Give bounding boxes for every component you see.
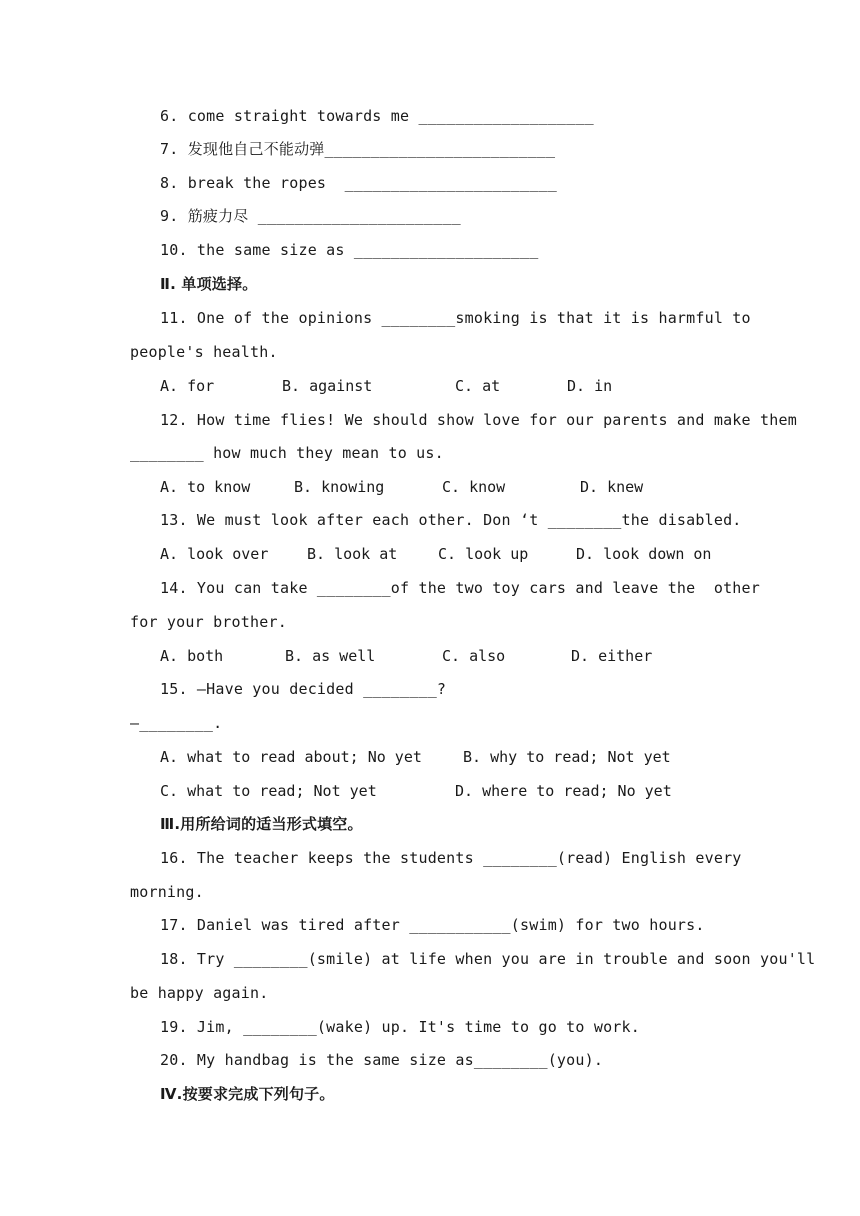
- question-14-cont: for your brother.: [130, 613, 287, 631]
- q15-option-d: D. where to read; No yet: [455, 782, 672, 800]
- question-19: 19. Jim, ________(wake) up. It's time to go to work.: [160, 1018, 640, 1036]
- q14-option-d: D. either: [571, 647, 653, 665]
- q13-option-a: A. look over: [160, 545, 269, 563]
- question-16: 16. The teacher keeps the students ________(read) English every: [160, 849, 742, 867]
- question-15: 15. —Have you decided ________?: [160, 680, 447, 698]
- q12-option-b: B. knowing: [294, 478, 385, 496]
- q13-option-d: D. look down on: [576, 545, 712, 563]
- item-10: 10. the same size as ____________________: [160, 241, 539, 259]
- question-15-reply: —________.: [130, 714, 223, 732]
- section-4-heading: Ⅳ.按要求完成下列句子。: [160, 1085, 335, 1103]
- q11-option-a: A. for: [160, 377, 215, 395]
- q11-option-c: C. at: [455, 377, 501, 395]
- question-12: 12. How time flies! We should show love for our parents and make them: [160, 411, 797, 429]
- item-9: 9. 筋疲力尽 ______________________: [160, 207, 461, 225]
- item-8: 8. break the ropes _______________________: [160, 174, 557, 192]
- question-12-cont: ________ how much they mean to us.: [130, 444, 444, 462]
- question-17: 17. Daniel was tired after ___________(swim) for two hours.: [160, 916, 705, 934]
- question-18: 18. Try ________(smile) at life when you are in trouble and soon you'll: [160, 950, 816, 968]
- question-14: 14. You can take ________of the two toy cars and leave the other: [160, 579, 760, 597]
- q14-option-a: A. both: [160, 647, 224, 665]
- question-16-cont: morning.: [130, 883, 204, 901]
- q14-option-c: C. also: [442, 647, 506, 665]
- q13-option-b: B. look at: [307, 545, 398, 563]
- question-20: 20. My handbag is the same size as________(you).: [160, 1051, 604, 1069]
- q15-option-b: B. why to read; Not yet: [463, 748, 671, 766]
- section-2-heading: Ⅱ. 单项选择。: [160, 275, 258, 293]
- question-18-cont: be happy again.: [130, 984, 269, 1002]
- q11-option-b: B. against: [282, 377, 373, 395]
- section-3-heading: Ⅲ.用所给词的适当形式填空。: [160, 815, 363, 833]
- item-7: 7. 发现他自己不能动弹_________________________: [160, 140, 556, 158]
- question-13: 13. We must look after each other. Don ‘t ________the disabled.: [160, 511, 742, 529]
- q15-option-c: C. what to read; Not yet: [160, 782, 377, 800]
- question-11-cont: people's health.: [130, 343, 278, 361]
- q12-option-d: D. knew: [580, 478, 644, 496]
- item-6: 6. come straight towards me ___________________: [160, 107, 594, 125]
- q14-option-b: B. as well: [285, 647, 376, 665]
- q12-option-c: C. know: [442, 478, 506, 496]
- question-11: 11. One of the opinions ________smoking is that it is harmful to: [160, 309, 751, 327]
- q15-option-a: A. what to read about; No yet: [160, 748, 422, 766]
- q13-option-c: C. look up: [438, 545, 529, 563]
- q12-option-a: A. to know: [160, 478, 251, 496]
- q11-option-d: D. in: [567, 377, 613, 395]
